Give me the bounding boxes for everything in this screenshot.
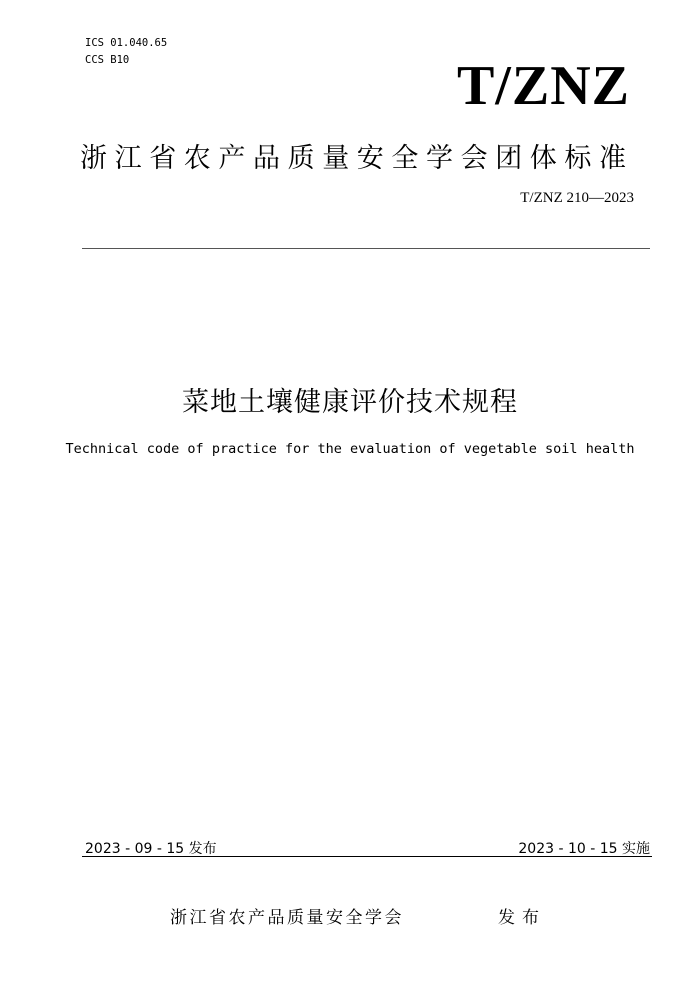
issue-label: 发布 bbox=[498, 908, 546, 928]
issuing-organization: 浙江省农产品质量安全学会 bbox=[170, 908, 404, 928]
header-divider bbox=[82, 248, 650, 249]
document-title-chinese: 菜地土壤健康评价技术规程 bbox=[182, 387, 518, 418]
footer-divider bbox=[82, 856, 652, 857]
standard-logo: T/ZNZ bbox=[456, 55, 630, 117]
organization-standard-title: 浙江省农产品质量安全学会团体标准 bbox=[80, 143, 634, 174]
implementation-date: 2023 - 10 - 15 实施 bbox=[518, 841, 650, 857]
standard-number: T/ZNZ 210—2023 bbox=[520, 190, 634, 206]
publish-date: 2023 - 09 - 15 发布 bbox=[85, 841, 217, 857]
ics-code: ICS 01.040.65 bbox=[85, 37, 168, 49]
ccs-code: CCS B10 bbox=[85, 54, 130, 66]
document-title-english: Technical code of practice for the evaluation of vegetable soil health bbox=[65, 441, 635, 457]
